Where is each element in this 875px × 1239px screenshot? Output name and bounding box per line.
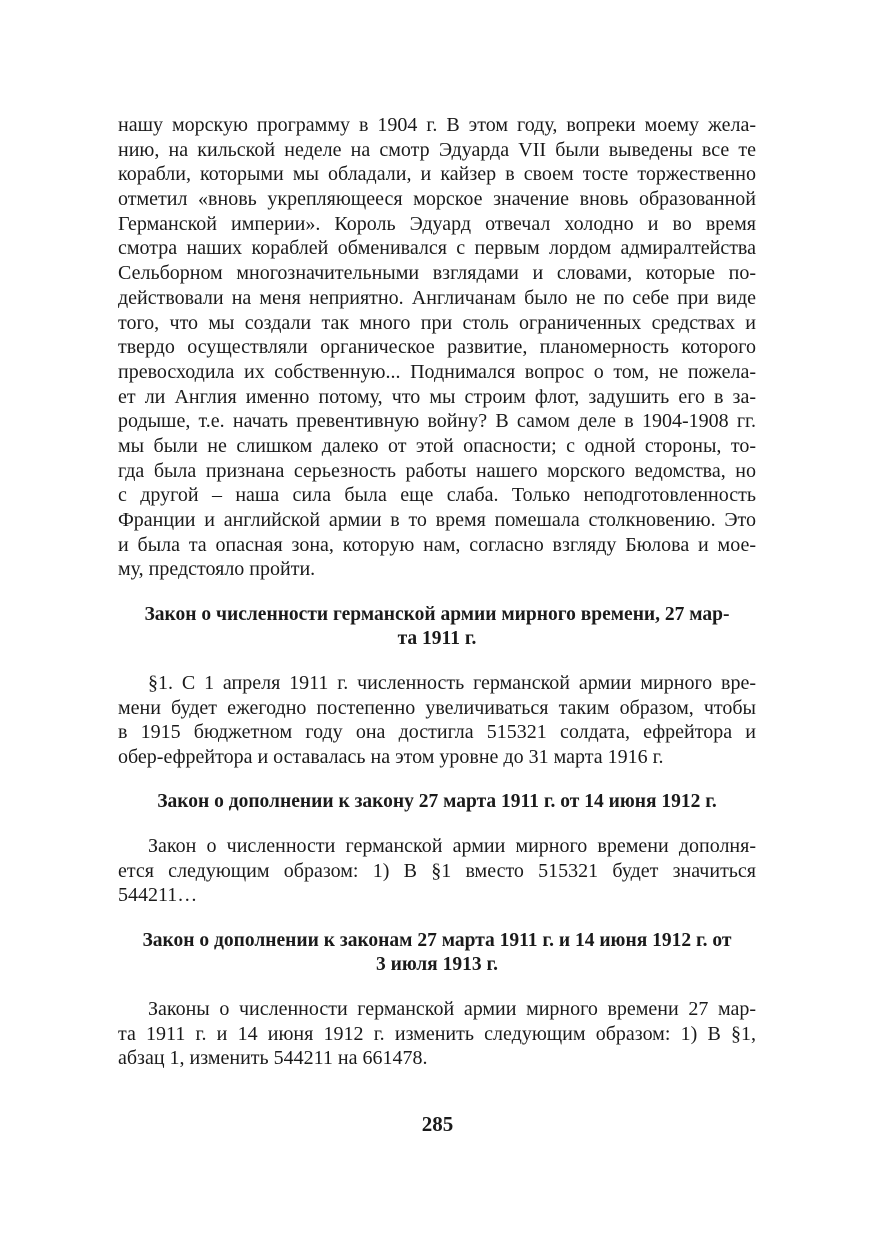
heading-line: та 1911 г. [397, 628, 477, 650]
heading-law-1911 [118, 603, 756, 651]
text-line: ется следующим образом: 1) В §1 вместо 515321 будет значиться [118, 859, 756, 882]
text-line: Закон о численности германской армии мирного времени дополня- [148, 834, 756, 857]
page-body [118, 113, 756, 1071]
text-line: того, что мы создали так много при столь ограниченных средствах и [118, 311, 756, 334]
text-line: с другой – наша сила была еще слаба. Только неподготовленность [118, 484, 756, 507]
text-line: Германской империи». Король Эдуард отвечал холодно и во время [118, 212, 756, 235]
paragraph-law-1912-text [118, 834, 756, 908]
text-line: мени будет ежегодно постепенно увеличиваться таким образом, чтобы [118, 696, 756, 719]
heading-line: 3 июля 1913 г. [375, 953, 499, 975]
text-line: смотра наших кораблей обменивался с первым лордом адмиралтейства [118, 237, 756, 260]
text-line: корабли, которыми мы обладали, и кайзер в своем тосте торжественно [118, 163, 756, 186]
text-line: обер-ефрейтора и оставалась на этом уровне до 31 марта 1916 г. [118, 746, 664, 769]
text-line: отметил «вновь укрепляющееся морское значение вновь образованной [118, 188, 756, 211]
text-line: в 1915 бюджетном году она достигла 515321 солдата, ефрейтора и [118, 721, 756, 744]
heading-law-1913 [118, 929, 756, 977]
paragraph-law-1911-text [118, 671, 756, 770]
text-line: родыше, т.е. начать превентивную войну? В самом деле в 1904-1908 гг. [118, 410, 756, 433]
text-line: 544211… [118, 884, 198, 907]
text-line: Законы о численности германской армии мирного времени 27 мар- [148, 997, 756, 1020]
text-line: §1. С 1 апреля 1911 г. численность германской армии мирного вре- [148, 672, 756, 695]
heading-law-1912 [118, 790, 756, 814]
text-line: твердо осуществляли органическое развитие, планомерность которого [118, 336, 756, 359]
heading-line: Закон о дополнении к закону 27 марта 1911 г. от 14 июня 1912 г. [157, 790, 717, 812]
heading-line: Закон о дополнении к законам 27 марта 1911 г. и 14 июня 1912 г. от [142, 929, 732, 951]
text-line: действовали на меня неприятно. Англичанам было не по себе при виде [118, 286, 756, 309]
text-line: абзац 1, изменить 544211 на 661478. [118, 1047, 428, 1070]
text-line: гда была признана серьезность работы нашего морского ведомства, но [118, 459, 756, 482]
text-line: нашу морскую программу в 1904 г. В этом году, вопреки моему жела- [118, 114, 756, 136]
text-line: Франции и английской армии в то время помешала столкновению. Это [118, 509, 756, 531]
paragraph-law-1913-text [118, 997, 756, 1071]
text-line: нию, на кильской неделе на смотр Эдуарда VII были выведены все те [118, 138, 756, 161]
heading-line: Закон о численности германской армии мирного времени, 27 мар- [144, 604, 730, 626]
page-number: 285 [421, 1112, 454, 1136]
text-line: Сельборном многозначительными взглядами и словами, которые по- [118, 262, 756, 285]
text-line: ет ли Англия именно потому, что мы строим флот, задушить его в за- [118, 385, 756, 408]
text-line: мы были не слишком далеко от этой опасности; с одной стороны, то- [118, 434, 756, 457]
paragraph-naval-program [118, 113, 756, 582]
text-line: та 1911 г. и 14 июня 1912 г. изменить следующим образом: 1) В §1, [118, 1022, 756, 1045]
text-line: му, предстояло пройти. [118, 558, 316, 581]
text-line: превосходила их собственную... Поднимался вопрос о том, не пожела- [118, 360, 756, 383]
text-line: и была та опасная зона, которую нам, согласно взгляду Бюлова и мое- [118, 533, 756, 556]
